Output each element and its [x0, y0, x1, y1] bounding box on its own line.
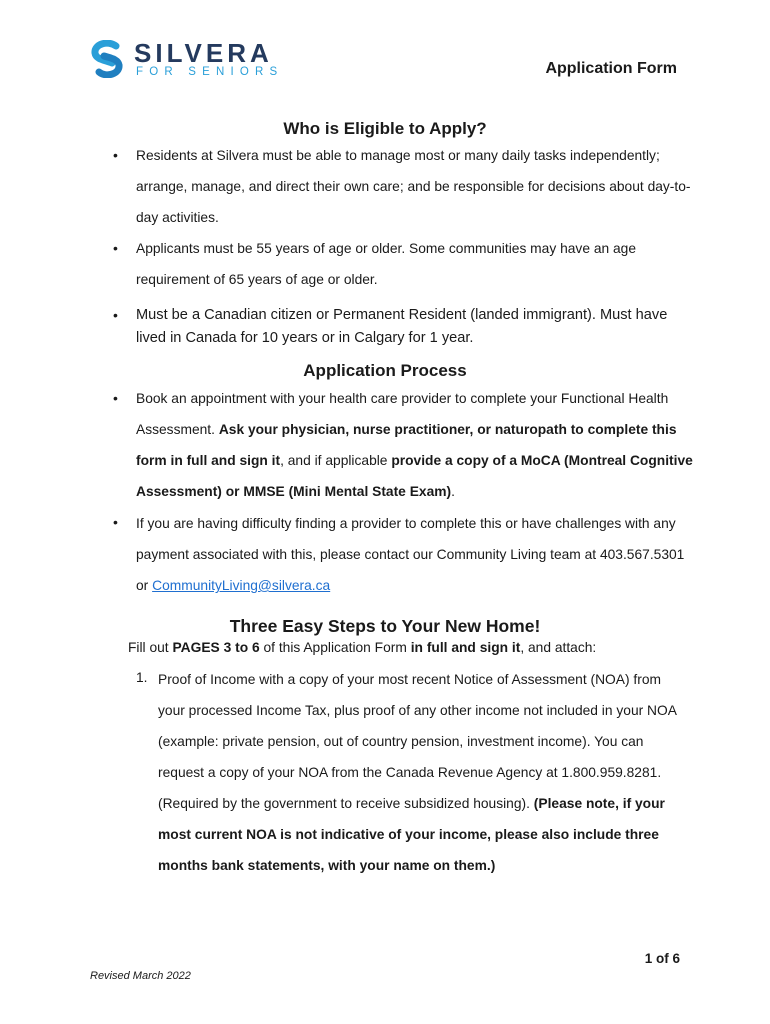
process-item	[136, 508, 696, 601]
process-item-text: , and if applicable	[280, 453, 392, 468]
step-item-text: Proof of Income with a copy of your most recent Notice of Assessment (NOA) from your processed Income Tax, plus proof of any other income not included in your NOA (example: private pension, out of country pension, investment income). You can request a copy of your NOA from the Canada Revenue Agency at 1.800.959.8281. (Required by the government to receive subsidized housing).	[158, 672, 677, 811]
process-item-bold: provide a copy of a MoCA (Montreal Cognitive Assessment) or MMSE (Mini Mental State Exam)	[136, 453, 693, 499]
step-number: 1.	[136, 670, 148, 685]
eligibility-item: Applicants must be 55 years of age or older. Some communities may have an age requirement of 65 years of age or older.	[136, 241, 637, 287]
step-item	[158, 664, 688, 881]
eligibility-item: Must be a Canadian citizen or Permanent Resident (landed immigrant). Must have lived in Canada for 10 years or in Calgary for 1 year.	[136, 307, 668, 346]
process-item-bold: Ask your physician, nurse practitioner, or naturopath to complete this form in full and sign it	[136, 422, 677, 468]
bullet-icon: •	[113, 240, 118, 256]
revised-date: Revised March 2022	[90, 970, 191, 982]
step-item-bold: (Please note, if your most current NOA is not indicative of your income, please also include three months bank statements, with your name on them.)	[158, 796, 665, 873]
process-heading: Application Process	[303, 361, 467, 380]
eligibility-item: Residents at Silvera must be able to manage most or many daily tasks independently; arrange, manage, and direct their own care; and be responsible for decisions about day-to-day activities.	[136, 148, 691, 225]
eligibility-heading: Who is Eligible to Apply?	[283, 119, 487, 138]
logo-tagline: FOR SENIORS	[136, 66, 284, 78]
steps-lead	[128, 640, 596, 655]
bullet-icon: •	[113, 390, 118, 406]
form-title: Application Form	[545, 60, 677, 77]
page-number: 1 of 6	[644, 951, 680, 966]
process-item-text: .	[451, 484, 455, 499]
bullet-icon: •	[113, 147, 118, 163]
bullet-icon: •	[113, 514, 118, 530]
silvera-logo	[90, 38, 290, 82]
process-item-text: Book an appointment with your health care provider to complete your Functional Health Assessment.	[136, 391, 669, 437]
process-item	[136, 383, 696, 507]
steps-lead-bold: PAGES 3 to 6	[172, 640, 260, 655]
process-item-text: If you are having difficulty finding a provider to complete this or have challenges with any payment associated with this, please contact our Community Living team at 403.567.5301 or	[136, 516, 685, 593]
steps-lead-text: of this Application Form	[259, 640, 411, 655]
steps-heading: Three Easy Steps to Your New Home!	[229, 616, 541, 636]
silvera-logo-icon	[90, 40, 124, 78]
steps-lead-bold: in full and sign it	[410, 640, 521, 655]
logo-name: SILVERA	[134, 38, 273, 68]
bullet-icon: •	[113, 307, 118, 323]
steps-lead-text: , and attach:	[520, 640, 597, 655]
steps-lead-text: Fill out	[128, 640, 173, 655]
community-living-email-link[interactable]: CommunityLiving@silvera.ca	[152, 578, 331, 593]
